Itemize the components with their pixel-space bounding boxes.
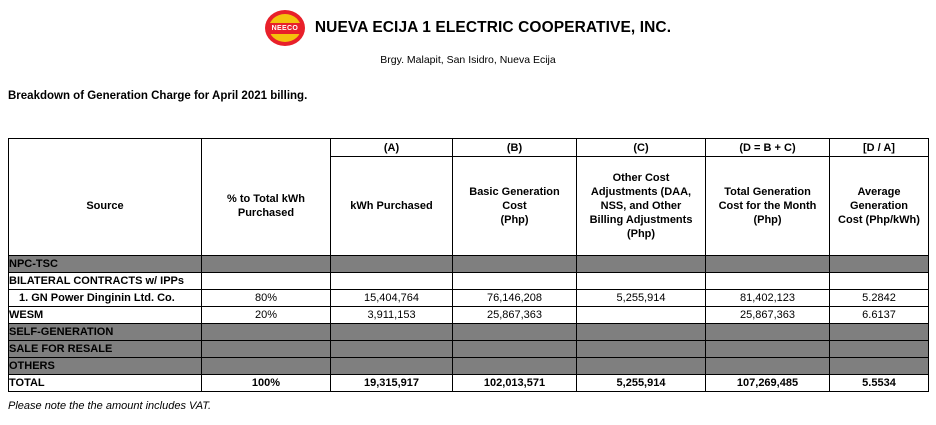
row-1-cell-4 — [706, 273, 830, 290]
row-1-cell-3 — [577, 273, 706, 290]
row-0-cell-1 — [331, 256, 453, 273]
row-0-cell-3 — [577, 256, 706, 273]
row-0-cell-2 — [453, 256, 577, 273]
table-row — [9, 256, 929, 273]
document-header — [0, 0, 936, 66]
column-letter-row — [9, 139, 929, 157]
row-1-cell-0 — [202, 273, 331, 290]
header-average-generation-cost — [830, 157, 929, 256]
header-basic-line2: Cost — [502, 200, 527, 212]
header-avg-line1: Average Generation — [849, 186, 909, 212]
header-basic-line3: (Php) — [500, 214, 529, 226]
generation-charge-table — [8, 138, 929, 392]
row-3-cell-0: 20% — [202, 307, 331, 324]
row-6-cell-3 — [577, 358, 706, 375]
header-total-line3: (Php) — [753, 214, 782, 226]
header-total-generation-cost — [706, 157, 830, 256]
row-label-others: OTHERS — [9, 358, 202, 375]
row-3-cell-1: 3,911,153 — [331, 307, 453, 324]
row-5-cell-5 — [830, 341, 929, 358]
row-5-cell-0 — [202, 341, 331, 358]
header-total-line2: Cost for the Month — [718, 200, 817, 212]
header-percent-total-kwh: % to Total kWh Purchased — [202, 157, 331, 256]
row-2-cell-0: 80% — [202, 290, 331, 307]
row-4-cell-3 — [577, 324, 706, 341]
row-label-sale-for-resale: SALE FOR RESALE — [9, 341, 202, 358]
report-subtitle: Breakdown of Generation Charge for April 2021 billing. — [8, 90, 308, 102]
table-row — [9, 358, 929, 375]
row-0-cell-4 — [706, 256, 830, 273]
column-letter-a: (A) — [331, 139, 453, 157]
column-letter-b: (B) — [453, 139, 577, 157]
row-2-cell-1: 15,404,764 — [331, 290, 453, 307]
header-other-cost-adjustments — [577, 157, 706, 256]
column-letter-c: (C) — [577, 139, 706, 157]
row-6-cell-4 — [706, 358, 830, 375]
row-2-cell-5: 5.2842 — [830, 290, 929, 307]
total-cell-0: 100% — [202, 375, 331, 392]
header-source: Source — [9, 157, 202, 256]
row-4-cell-5 — [830, 324, 929, 341]
header-other-line4: Billing Adjustments — [589, 214, 693, 226]
total-cell-4: 107,269,485 — [706, 375, 830, 392]
row-1-cell-5 — [830, 273, 929, 290]
generation-charge-table-wrapper — [8, 138, 928, 392]
organization-line — [265, 10, 671, 46]
row-0-cell-0 — [202, 256, 331, 273]
row-4-cell-2 — [453, 324, 577, 341]
row-4-cell-1 — [331, 324, 453, 341]
row-label-gn-power-dinginin: 1. GN Power Dinginin Ltd. Co. — [9, 290, 202, 307]
header-basic-generation-cost — [453, 157, 577, 256]
total-cell-2: 102,013,571 — [453, 375, 577, 392]
company-name: NUEVA ECIJA 1 ELECTRIC COOPERATIVE, INC. — [314, 19, 672, 36]
row-3-cell-4: 25,867,363 — [706, 307, 830, 324]
row-label-self-generation: SELF-GENERATION — [9, 324, 202, 341]
row-3-cell-3 — [577, 307, 706, 324]
header-other-line2: Adjustments (DAA, — [590, 186, 692, 198]
row-3-cell-5: 6.6137 — [830, 307, 929, 324]
row-6-cell-2 — [453, 358, 577, 375]
total-cell-5: 5.5534 — [830, 375, 929, 392]
table-row — [9, 341, 929, 358]
column-letter-source — [9, 139, 202, 157]
header-other-line3: NSS, and Other — [600, 200, 682, 212]
row-label-total: TOTAL — [9, 375, 202, 392]
header-kwh-purchased: kWh Purchased — [331, 157, 453, 256]
column-letter-pct — [202, 139, 331, 157]
row-6-cell-0 — [202, 358, 331, 375]
footer-note: Please note the the amount includes VAT. — [8, 400, 212, 412]
row-5-cell-2 — [453, 341, 577, 358]
row-0-cell-5 — [830, 256, 929, 273]
logo-text: NEECO — [269, 23, 301, 34]
table-header-row — [9, 157, 929, 256]
total-cell-1: 19,315,917 — [331, 375, 453, 392]
cooperative-logo-icon — [265, 10, 305, 46]
table-row — [9, 273, 929, 290]
row-2-cell-2: 76,146,208 — [453, 290, 577, 307]
row-4-cell-4 — [706, 324, 830, 341]
header-other-line1: Other Cost — [612, 172, 670, 184]
column-letter-e: [D / A] — [830, 139, 929, 157]
row-2-cell-4: 81,402,123 — [706, 290, 830, 307]
table-row — [9, 307, 929, 324]
table-row — [9, 290, 929, 307]
total-cell-3: 5,255,914 — [577, 375, 706, 392]
row-label-npc-tsc: NPC-TSC — [9, 256, 202, 273]
header-total-line1: Total Generation — [724, 186, 811, 198]
row-4-cell-0 — [202, 324, 331, 341]
row-3-cell-2: 25,867,363 — [453, 307, 577, 324]
row-2-cell-3: 5,255,914 — [577, 290, 706, 307]
row-5-cell-4 — [706, 341, 830, 358]
table-total-row — [9, 375, 929, 392]
column-letter-d: (D = B + C) — [706, 139, 830, 157]
header-other-line5: (Php) — [626, 228, 656, 240]
row-1-cell-2 — [453, 273, 577, 290]
row-5-cell-1 — [331, 341, 453, 358]
row-label-wesm: WESM — [9, 307, 202, 324]
row-5-cell-3 — [577, 341, 706, 358]
header-avg-line2: Cost (Php/kWh) — [838, 214, 920, 226]
row-label-bilateral-contracts: BILATERAL CONTRACTS w/ IPPs — [9, 273, 202, 290]
header-basic-line1: Basic Generation — [469, 186, 560, 198]
table-row — [9, 324, 929, 341]
row-6-cell-1 — [331, 358, 453, 375]
row-6-cell-5 — [830, 358, 929, 375]
company-address: Brgy. Malapit, San Isidro, Nueva Ecija — [380, 54, 556, 66]
row-1-cell-1 — [331, 273, 453, 290]
